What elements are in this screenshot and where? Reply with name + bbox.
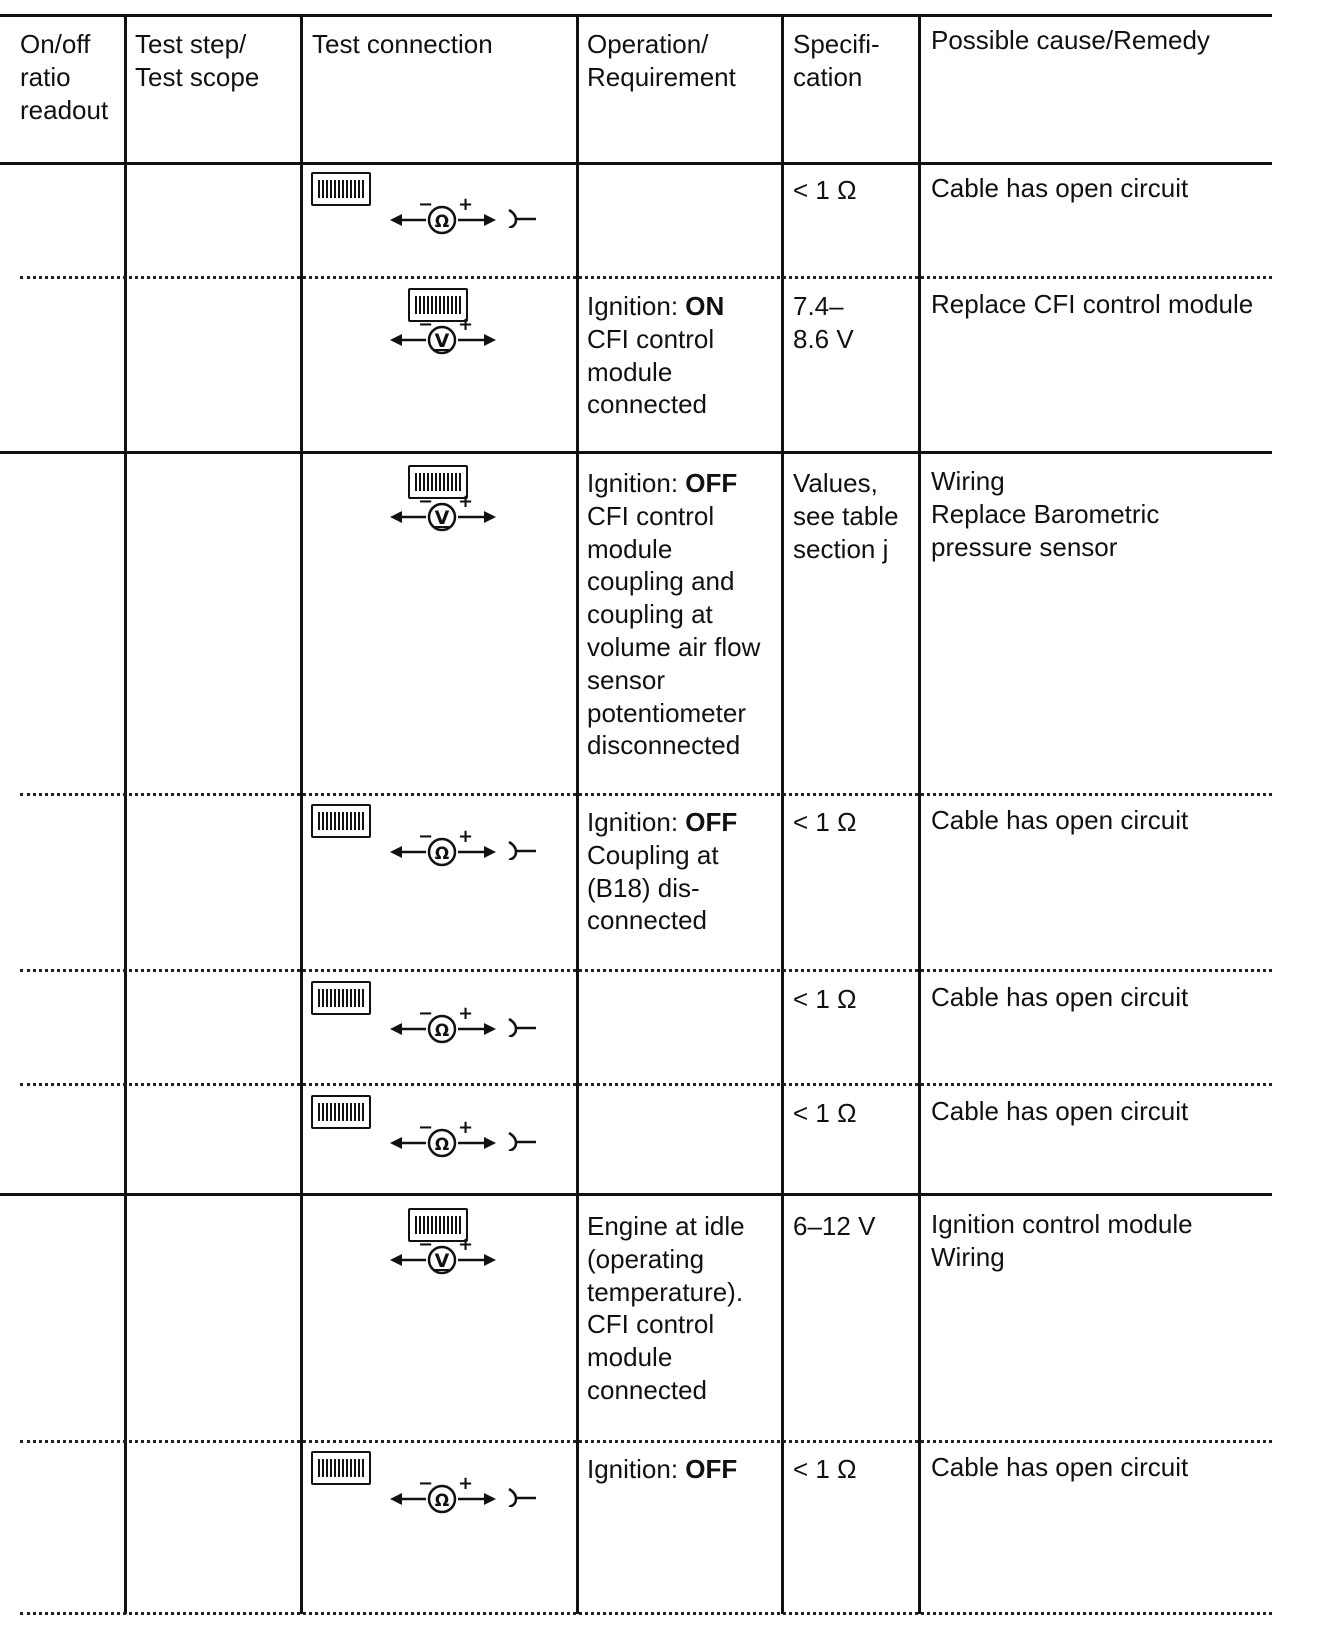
svg-text:+: +: [458, 828, 474, 847]
remedy-text: Cable has open circuit: [931, 173, 1189, 203]
svg-text:+: +: [458, 493, 474, 512]
svg-text:−: −: [418, 1236, 434, 1255]
voltmeter-icon: [388, 316, 500, 356]
svg-text:V: V: [434, 507, 450, 529]
svg-text:Ω: Ω: [434, 844, 450, 864]
operation-prefix: Ignition:: [587, 807, 686, 837]
group-rule: [0, 1193, 1272, 1196]
table-top-rule: [0, 14, 1272, 17]
specification-value: < 1 Ω: [793, 984, 857, 1014]
col-divider: [781, 14, 784, 1614]
group-rule: [0, 451, 1272, 454]
operation-requirement: CFI control module connected: [587, 323, 715, 420]
header-remedy: Possible cause/Remedy: [931, 25, 1210, 55]
specification-value: 6–12 V: [793, 1211, 876, 1241]
specification-value: Values, see table section j: [793, 468, 899, 564]
breakout-box-icon: [311, 172, 371, 206]
svg-text:+: +: [458, 316, 474, 335]
voltmeter-icon: [388, 1236, 500, 1276]
remedy-text: Cable has open circuit: [931, 805, 1189, 835]
remedy-text: Cable has open circuit: [931, 982, 1189, 1012]
operation-state: OFF: [685, 807, 738, 837]
operation-prefix: Ignition:: [587, 1454, 686, 1484]
connector-icon: [506, 1013, 538, 1037]
operation-ignition: [587, 806, 737, 839]
col-divider: [124, 14, 127, 1614]
header-test-connection: Test connection: [312, 29, 493, 59]
svg-text:−: −: [418, 196, 434, 215]
operation-prefix: Ignition:: [587, 468, 686, 498]
remedy-text: Wiring Replace Barometric pressure sensor: [931, 466, 1160, 562]
operation-requirement: Engine at idle (operating temperature). CFI control module connected: [587, 1211, 745, 1405]
header-rule: [0, 162, 1272, 165]
ohmmeter-icon: [388, 196, 500, 236]
row-divider: [20, 969, 1272, 972]
specification-value: 7.4– 8.6 V: [793, 291, 854, 354]
connector-icon: [506, 836, 538, 860]
col-divider: [300, 14, 303, 1614]
breakout-box-icon: [311, 1095, 371, 1129]
header-specification: Specifi- cation: [793, 29, 880, 92]
operation-ignition: [587, 467, 737, 500]
operation-ignition: [587, 290, 724, 323]
breakout-box-icon: [311, 804, 371, 838]
col-divider: [576, 14, 579, 1614]
operation-requirement: Coupling at (B18) dis- connected: [587, 839, 719, 936]
voltmeter-icon: [388, 493, 500, 533]
specification-value: < 1 Ω: [793, 1098, 857, 1128]
row-divider: [20, 1440, 1272, 1443]
operation-ignition: [587, 1453, 737, 1486]
ohmmeter-icon: [388, 1475, 500, 1515]
remedy-text: Cable has open circuit: [931, 1096, 1189, 1126]
header-operation: Operation/ Requirement: [587, 29, 736, 92]
svg-text:V: V: [434, 1250, 450, 1272]
svg-text:+: +: [458, 1236, 474, 1255]
connector-icon: [506, 1127, 538, 1151]
svg-text:Ω: Ω: [434, 1491, 450, 1511]
remedy-text: Ignition control module Wiring: [931, 1209, 1193, 1272]
specification-value: < 1 Ω: [793, 175, 857, 205]
row-divider: [20, 1083, 1272, 1086]
ohmmeter-icon: [388, 1005, 500, 1045]
svg-text:+: +: [458, 1475, 474, 1494]
svg-text:Ω: Ω: [434, 1135, 450, 1155]
operation-prefix: Ignition:: [587, 291, 686, 321]
ohmmeter-icon: [388, 828, 500, 868]
operation-state: OFF: [685, 1454, 738, 1484]
row-divider: [20, 1612, 1272, 1615]
specification-value: < 1 Ω: [793, 807, 857, 837]
remedy-text: Cable has open circuit: [931, 1452, 1189, 1482]
col-divider: [918, 14, 921, 1614]
ohmmeter-icon: [388, 1119, 500, 1159]
svg-text:−: −: [418, 493, 434, 512]
svg-text:V: V: [434, 330, 450, 352]
svg-text:−: −: [418, 1005, 434, 1024]
svg-text:Ω: Ω: [434, 212, 450, 232]
svg-text:−: −: [418, 1119, 434, 1138]
svg-text:+: +: [458, 1005, 474, 1024]
connector-icon: [506, 204, 538, 228]
svg-text:+: +: [458, 1119, 474, 1138]
svg-text:+: +: [458, 196, 474, 215]
breakout-box-icon: [311, 981, 371, 1015]
svg-text:−: −: [418, 316, 434, 335]
breakout-box-icon: [311, 1451, 371, 1485]
row-divider: [20, 793, 1272, 796]
connector-icon: [506, 1483, 538, 1507]
header-readout: On/off ratio readout: [20, 29, 109, 125]
specification-value: < 1 Ω: [793, 1454, 857, 1484]
svg-text:−: −: [418, 828, 434, 847]
svg-text:−: −: [418, 1475, 434, 1494]
svg-text:Ω: Ω: [434, 1021, 450, 1041]
header-test-step: Test step/ Test scope: [135, 29, 260, 92]
operation-state: ON: [685, 291, 725, 321]
operation-state: OFF: [685, 468, 738, 498]
operation-requirement: CFI control module coupling and coupling at volume air flow sensor potentiometer disconnected: [587, 500, 761, 761]
remedy-text: Replace CFI control module: [931, 289, 1254, 319]
row-divider: [20, 276, 1272, 279]
